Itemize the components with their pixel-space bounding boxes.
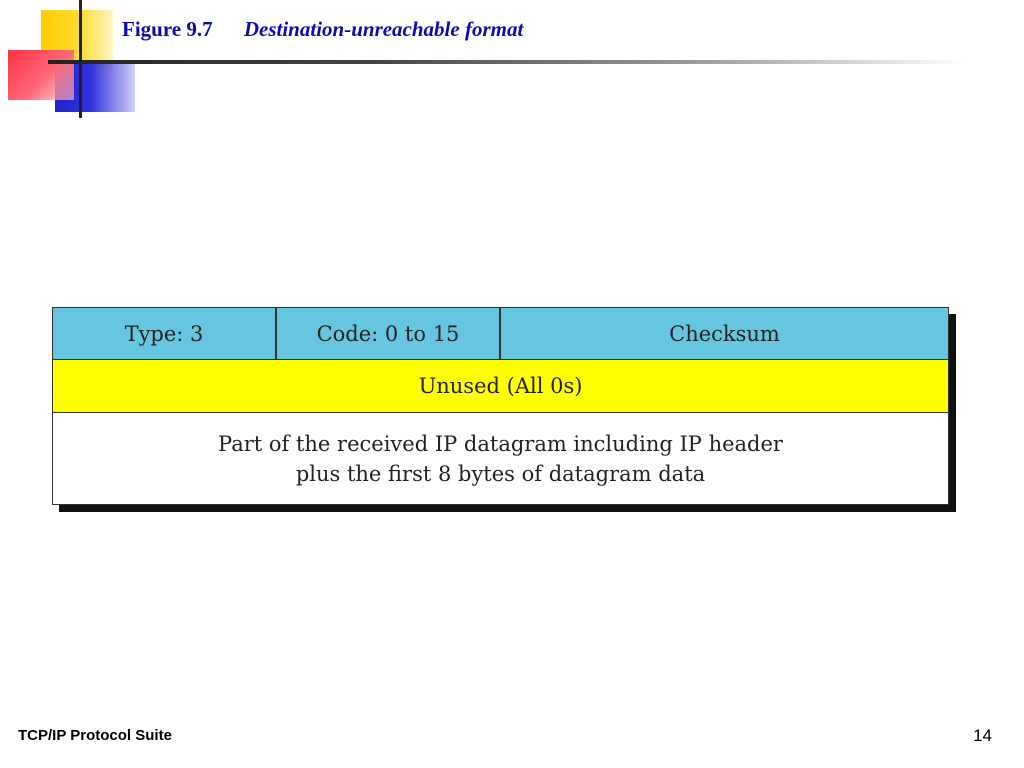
footer-suite-label: TCP/IP Protocol Suite xyxy=(18,727,172,744)
title-underline xyxy=(48,60,968,64)
logo-red-block xyxy=(8,50,74,100)
slide-title xyxy=(122,17,523,42)
datagram-data-line-2: plus the first 8 bytes of datagram data xyxy=(295,461,706,486)
unused-field: Unused (All 0s) xyxy=(52,360,949,413)
destination-unreachable-diagram xyxy=(52,307,949,505)
datagram-data-line-1: Part of the received IP datagram including IP header xyxy=(218,431,783,456)
figure-label: Figure 9.7 xyxy=(122,17,213,41)
checksum-field: Checksum xyxy=(669,321,780,346)
type-field: Type: 3 xyxy=(53,308,277,359)
header-row xyxy=(52,307,949,360)
code-field: Code: 0 to 15 xyxy=(277,308,501,359)
logo-vertical-line xyxy=(79,0,82,118)
figure-caption: Destination-unreachable format xyxy=(243,17,524,41)
page-number: 14 xyxy=(973,726,992,745)
datagram-data-field xyxy=(52,413,949,505)
